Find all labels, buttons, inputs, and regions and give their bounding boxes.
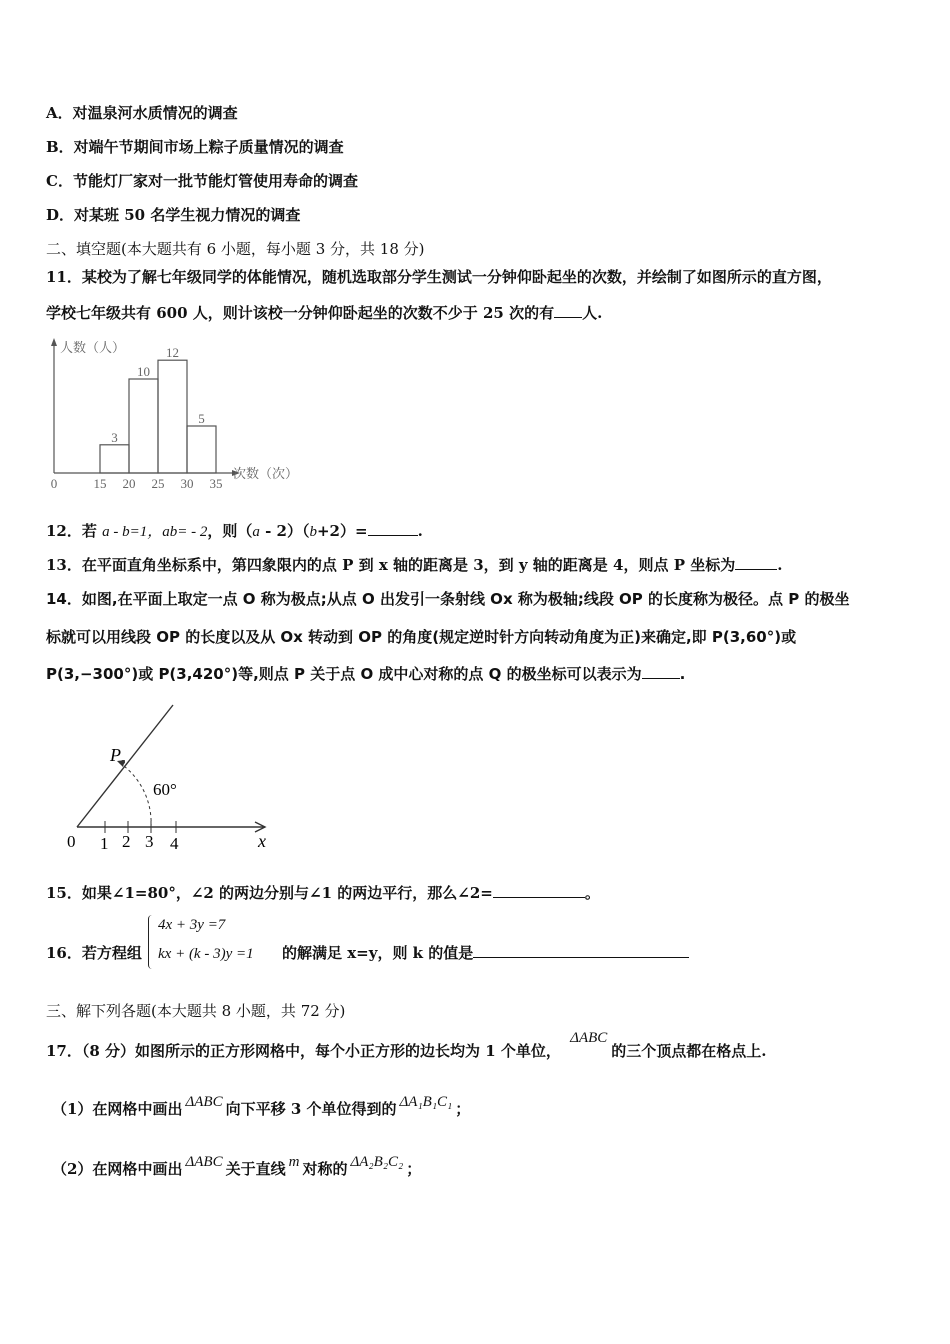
q12-condition: a - b=1，ab= - 2 — [102, 524, 208, 540]
option-c: C．节能灯厂家对一批节能灯管使用寿命的调查 — [46, 172, 358, 190]
histogram-bar — [187, 426, 216, 473]
q13-answer-blank — [735, 555, 777, 570]
q17-part1-text: （1）在网格中画出 — [52, 1100, 183, 1118]
q11-text: 学校七年级共有 600 人，则计该校一分钟仰卧起坐的次数不少于 25 次的有 — [46, 304, 555, 322]
x-tick-label: 35 — [209, 476, 223, 490]
q12: 12．若 a - b=1，ab= - 2，则（a - 2）（b+2）= . — [46, 522, 423, 540]
q12-expr-b: b — [309, 524, 317, 540]
q17-part2-text: （2）在网格中画出 — [52, 1160, 183, 1178]
q17-intro — [46, 1030, 767, 1061]
q16-prefix: 16．若方程组 — [46, 944, 142, 962]
tick-label-3: 3 — [145, 832, 154, 851]
q15-answer-blank — [493, 883, 585, 898]
angle-arc — [117, 761, 151, 827]
triangle-abc: ΔABC — [570, 1030, 608, 1046]
x-axis-label: 次数（次） — [233, 466, 299, 481]
q12-middle: ，则（ — [207, 522, 253, 540]
q14-line1: 14．如图,在平面上取定一点 O 称为极点;从点 O 出发引一条射线 Ox 称为极轴;线段 OP 的长度称为极径。点 P 的极坐 — [46, 590, 850, 608]
q14-end: . — [679, 665, 686, 683]
q15-end: 。 — [584, 884, 600, 902]
angle-label: 60° — [153, 780, 177, 799]
q16-suffix: 的解满足 x=y，则 k 的值是 — [282, 944, 474, 962]
q17-part1 — [52, 1094, 471, 1119]
q11-answer-blank — [554, 303, 582, 318]
section-2-title: 二、填空题(本大题共有 6 小题，每小题 3 分，共 18 分) — [46, 240, 425, 258]
q17-part1-end: ； — [455, 1100, 471, 1118]
tick-label-4: 4 — [170, 834, 179, 853]
tick-label-0: 0 — [67, 832, 76, 851]
equation-2: kx + (k - 3)y =1 — [158, 946, 254, 962]
equation-brace — [148, 915, 157, 969]
x-tick-label: 0 — [50, 476, 58, 490]
q17-part2-end: ； — [406, 1160, 422, 1178]
y-axis-arrow — [51, 338, 57, 346]
x-tick-label: 25 — [151, 476, 165, 490]
q17-part2 — [52, 1154, 422, 1179]
q12-expr-a-rest: - 2）（ — [259, 522, 310, 540]
y-axis-label: 人数（人） — [60, 340, 126, 355]
line-m: m — [288, 1154, 300, 1170]
bar-value-label: 3 — [111, 429, 118, 445]
tick-label-2: 2 — [122, 832, 131, 851]
q17-intro-text: 17．（8 分）如图所示的正方形网格中，每个小正方形的边长均为 1 个单位， — [46, 1042, 561, 1060]
q12-expr-a: a — [252, 524, 260, 540]
x-tick-label: 20 — [122, 476, 136, 490]
q13 — [46, 554, 782, 575]
q11-end: 人. — [582, 304, 603, 322]
triangle-a2b2c2: ΔA₂B₂C₂ — [350, 1154, 404, 1170]
polar-coordinate-figure — [55, 695, 285, 860]
q17-part1-mid: 向下平移 3 个单位得到的 — [225, 1100, 397, 1118]
triangle-a1b1c1: ΔA₁B₁C₁ — [399, 1094, 453, 1110]
q16-suffix-line — [282, 942, 689, 963]
x-tick-label: 15 — [93, 476, 107, 490]
histogram-bar — [129, 379, 158, 473]
axis-label-x: x — [258, 831, 266, 851]
q12-answer-blank — [368, 521, 418, 536]
q14-answer-blank — [642, 664, 680, 679]
option-d: D．对某班 50 名学生视力情况的调查 — [46, 206, 301, 224]
bar-value-label: 12 — [166, 345, 179, 361]
tick-label-1: 1 — [100, 834, 109, 853]
point-p — [121, 760, 125, 764]
histogram-bar — [158, 360, 187, 473]
q17-intro-end: 的三个顶点都在格点上. — [611, 1042, 767, 1060]
q16-answer-blank — [473, 943, 689, 958]
q17-part2-mid: 关于直线 — [225, 1160, 286, 1178]
q17-part2-mid2: 对称的 — [302, 1160, 348, 1178]
q14-line2: 标就可以用线段 OP 的长度以及从 Ox 转动到 OP 的角度(规定逆时针方向转动角度为正)来确定,即 P(3,60°)或 — [46, 628, 797, 646]
x-tick-label: 30 — [180, 476, 194, 490]
q12-prefix: 12．若 — [46, 522, 97, 540]
q12-expr-b-rest: +2）= — [316, 522, 368, 540]
q15-text: 15．如果∠1=80°，∠2 的两边分别与∠1 的两边平行，那么∠2= — [46, 884, 493, 902]
bar-value-label: 10 — [137, 364, 150, 379]
equation-1: 4x + 3y =7 — [158, 917, 226, 933]
histogram-bar — [100, 445, 129, 473]
q15 — [46, 882, 600, 903]
q11-line2 — [46, 302, 602, 323]
ray-op — [77, 705, 173, 827]
bar-value-label: 5 — [198, 411, 205, 426]
triangle-abc-ref-2: ΔABC — [185, 1154, 223, 1170]
option-b: B．对端午节期间市场上粽子质量情况的调查 — [46, 138, 344, 156]
q11-line1: 11．某校为了解七年级同学的体能情况，随机选取部分学生测试一分钟仰卧起坐的次数，并绘制了如图所示的直方图， — [46, 268, 832, 286]
q14-text: P(3,−300°)或 P(3,420°)等,则点 P 关于点 O 成中心对称的点 Q 的极坐标可以表示为 — [46, 665, 642, 683]
triangle-abc-ref: ΔABC — [185, 1094, 223, 1110]
point-label-p: P — [110, 745, 121, 765]
q14-line3 — [46, 663, 685, 684]
section-3-title: 三、解下列各题(本大题共 8 小题，共 72 分) — [46, 1002, 346, 1020]
q13-text: 13．在平面直角坐标系中，第四象限内的点 P 到 x 轴的距离是 3，到 y 轴的距离是 4，则点 P 坐标为 — [46, 556, 736, 574]
q13-end: . — [777, 556, 783, 574]
histogram-chart — [40, 335, 320, 490]
option-a: A．对温泉河水质情况的调查 — [46, 104, 238, 122]
